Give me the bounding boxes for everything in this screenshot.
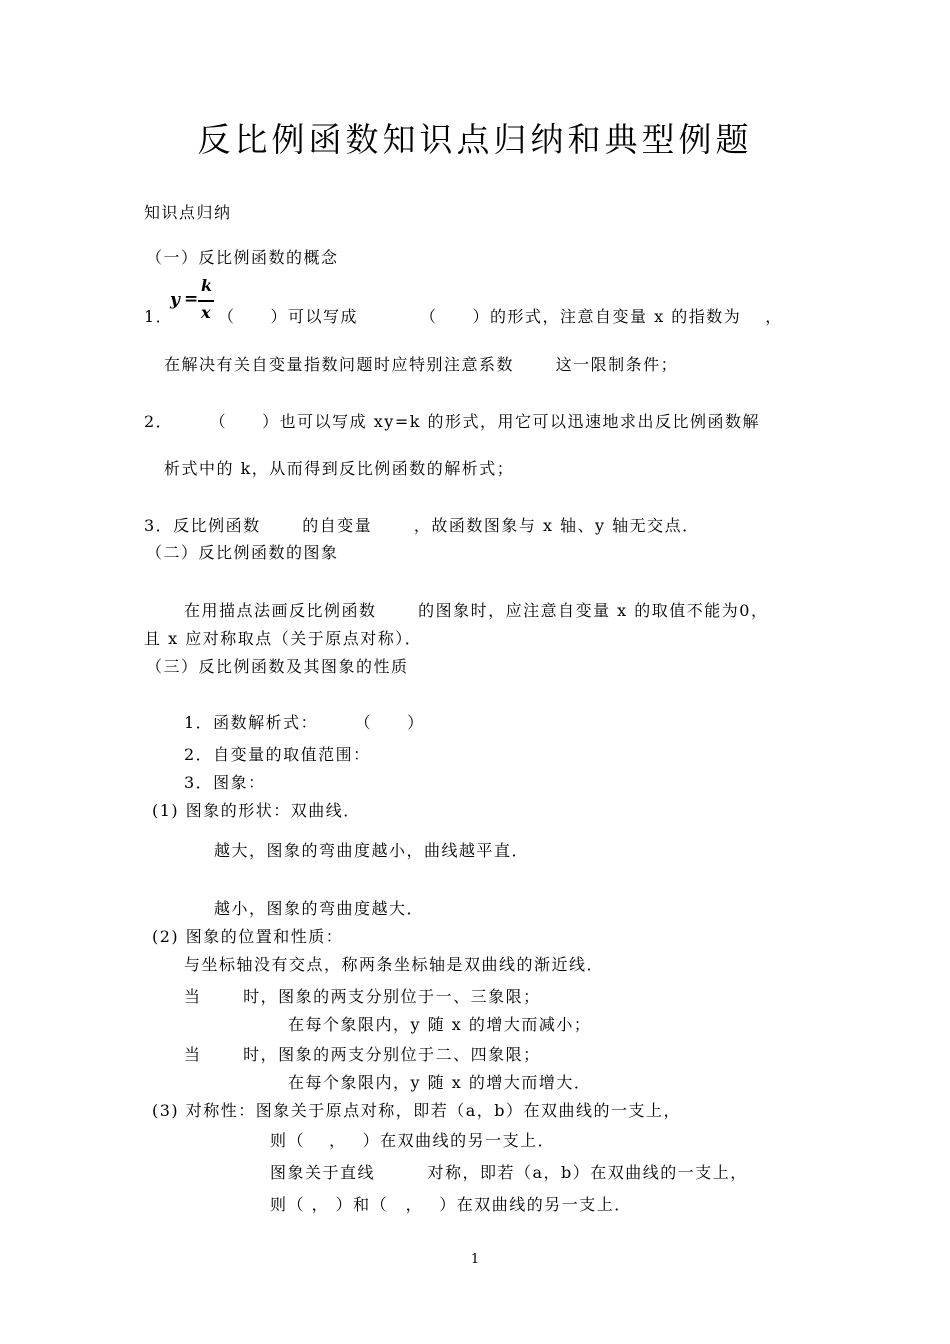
fraction-bar bbox=[198, 300, 214, 302]
position-line-k-positive: 当 时，图象的两支分别位于一、三象限； bbox=[184, 987, 541, 1006]
position-heading: (2) 图象的位置和性质： bbox=[152, 927, 344, 946]
subsection-heading-properties: （三）反比例函数及其图象的性质 bbox=[146, 657, 409, 676]
position-line-asymptote: 与坐标轴没有交点，称两条坐标轴是双曲线的渐近线． bbox=[184, 955, 605, 974]
symmetry-line-c: 则（ ， ）和（ ， ）在双曲线的另一支上． bbox=[270, 1195, 632, 1214]
property-2: 2．自变量的取值范围： bbox=[184, 745, 371, 764]
item-1-prefix: 1． bbox=[144, 307, 174, 326]
position-line-decreasing: 在每个象限内，y 随 x 的增大而减小； bbox=[288, 1015, 592, 1034]
formula-y-equals-k-over-x bbox=[168, 276, 216, 326]
subsection-heading-concept: （一）反比例函数的概念 bbox=[146, 248, 339, 267]
item-3-text: 3．反比例函数 的自变量 ，故函数图象与 x 轴、y 轴无交点． bbox=[144, 516, 700, 535]
position-line-increasing: 在每个象限内，y 随 x 的增大而增大． bbox=[288, 1073, 592, 1092]
subsection-heading-graph: （二）反比例函数的图象 bbox=[146, 543, 339, 562]
item-1-continuation: 在解决有关自变量指数问题时应特别注意系数 这一限制条件； bbox=[164, 355, 679, 374]
graph-paragraph-line-1: 在用描点法画反比例函数 的图象时，应注意自变量 x 的取值不能为0， bbox=[184, 601, 769, 620]
item-1-text: （ ）可以写成 （ ）的形式，注意自变量 x 的指数为 ， bbox=[218, 307, 783, 326]
formula-numerator: k bbox=[201, 276, 213, 295]
property-1: 1．函数解析式： （ ） bbox=[184, 713, 425, 732]
section-heading: 知识点归纳 bbox=[144, 203, 232, 222]
symmetry-line-b: 图象关于直线 对称，即若（a，b）在双曲线的一支上， bbox=[270, 1163, 748, 1182]
property-3: 3．图象： bbox=[184, 773, 266, 792]
symmetry-heading: (3) 对称性：图象关于原点对称，即若（a，b）在双曲线的一支上， bbox=[152, 1101, 682, 1120]
page-title: 反比例函数知识点归纳和典型例题 bbox=[197, 120, 753, 159]
item-2-continuation: 析式中的 k，从而得到反比例函数的解析式； bbox=[164, 459, 515, 478]
formula-equals: = bbox=[184, 289, 199, 309]
shape-line-b: 越小，图象的弯曲度越大． bbox=[214, 899, 425, 918]
symmetry-line-a: 则（ ， ）在双曲线的另一支上． bbox=[270, 1131, 556, 1150]
formula-y: y bbox=[170, 290, 180, 310]
shape-heading: (1) 图象的形状：双曲线． bbox=[152, 801, 361, 820]
graph-paragraph-line-2: 且 x 应对称取点（关于原点对称）． bbox=[144, 629, 423, 648]
formula-denominator: x bbox=[201, 303, 211, 322]
shape-line-a: 越大，图象的弯曲度越小，曲线越平直． bbox=[214, 841, 530, 860]
page-number: 1 bbox=[470, 1252, 480, 1267]
position-line-k-negative: 当 时，图象的两支分别位于二、四象限； bbox=[184, 1045, 541, 1064]
item-2-text: 2． （ ）也可以写成 xy=k 的形式，用它可以迅速地求出反比例函数解 bbox=[144, 412, 761, 431]
